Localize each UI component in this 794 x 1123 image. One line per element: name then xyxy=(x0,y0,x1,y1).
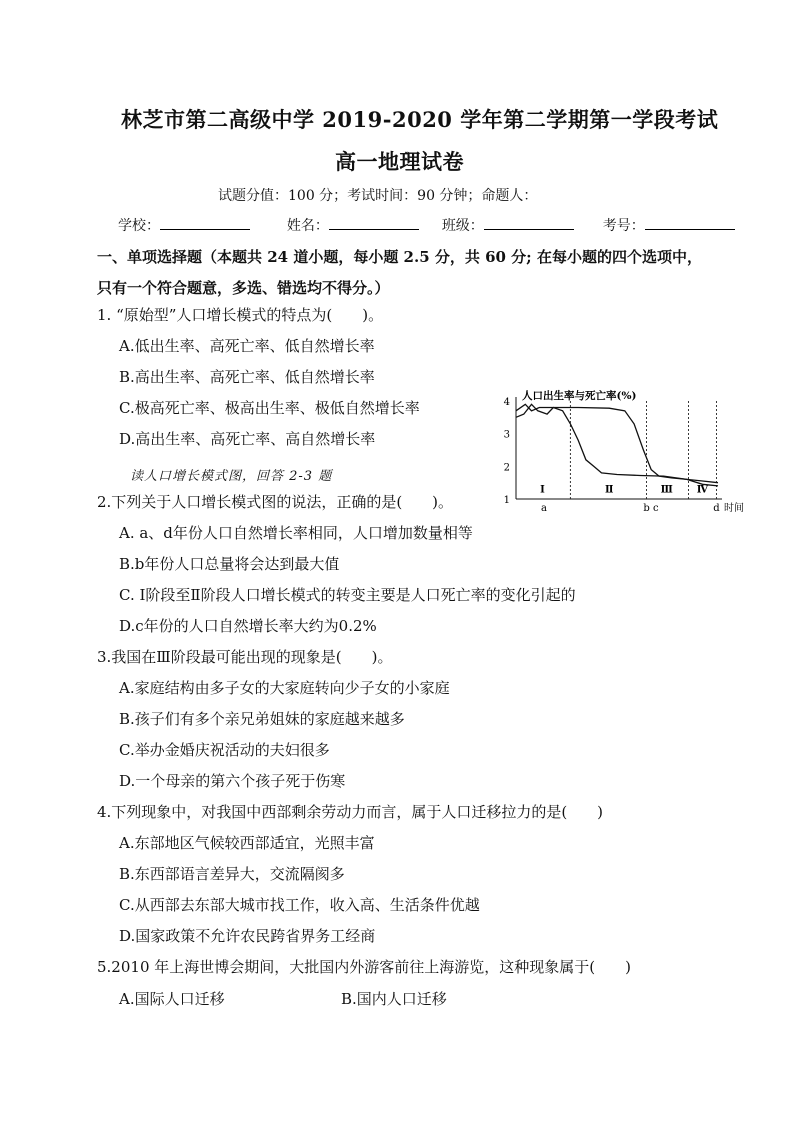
question-3-option-a[interactable]: A.家庭结构由多子女的大家庭转向少子女的小家庭 xyxy=(119,679,450,697)
question-1-stem: 1. “原始型”人口增长模式的特点为( )。 xyxy=(97,306,384,324)
y-tick-label: 3 xyxy=(503,429,510,441)
exam-info: 试题分值：100 分；考试时间：90 分钟；命题人： xyxy=(218,188,538,204)
question-1-option-c[interactable]: C.极高死亡率、极高出生率、极低自然增长率 xyxy=(119,399,420,417)
exam-subtitle: 高一地理试卷 xyxy=(335,149,464,174)
question-3-option-b[interactable]: B.孩子们有多个亲兄弟姐妹的家庭越来越多 xyxy=(119,710,405,728)
question-3-option-c[interactable]: C.举办金婚庆祝活动的夫妇很多 xyxy=(119,741,330,759)
chart-series xyxy=(516,404,718,486)
exam-title: 林芝市第二高级中学 2019-2020 学年第二学期第一学段考试 xyxy=(121,107,719,132)
question-2-option-b[interactable]: B.b年份人口总量将会达到最大值 xyxy=(119,555,340,573)
stage-label: Ⅱ xyxy=(605,484,614,496)
question-3-stem: 3.我国在Ⅲ阶段最可能出现的现象是( )。 xyxy=(97,648,393,666)
question-2-option-a[interactable]: A. a、d年份人口自然增长率相同，人口增加数量相等 xyxy=(119,524,473,542)
name-label: 姓名： xyxy=(286,218,329,234)
x-marker-label: b xyxy=(643,503,650,512)
question-2-option-c[interactable]: C. Ⅰ阶段至Ⅱ阶段人口增长模式的转变主要是人口死亡率的变化引起的 xyxy=(119,586,576,604)
stage-label: Ⅳ xyxy=(696,484,709,496)
y-tick-label: 4 xyxy=(503,397,510,408)
question-5-stem: 5.2010 年上海世博会期间，大批国内外游客前往上海游览，这种现象属于( ) xyxy=(97,958,631,976)
stage-label: Ⅲ xyxy=(660,484,673,496)
stage-labels xyxy=(540,484,709,495)
question-4-option-a[interactable]: A.东部地区气候较西部适宜，光照丰富 xyxy=(119,834,375,852)
stage-label: Ⅰ xyxy=(540,484,545,496)
chart-reading-note: 读人口增长模式图，回答 2-3 题 xyxy=(130,469,333,484)
question-2-stem: 2.下列关于人口增长模式图的说法，正确的是( )。 xyxy=(97,493,454,511)
series-line xyxy=(516,404,718,486)
y-tick-label: 1 xyxy=(503,495,510,506)
question-3-option-d[interactable]: D.一个母亲的第六个孩子死于伤寒 xyxy=(119,772,346,790)
question-2-option-d[interactable]: D.c年份的人口自然增长率大约为0.2% xyxy=(119,617,377,635)
name-blank[interactable] xyxy=(329,215,419,230)
population-growth-chart xyxy=(500,387,750,512)
question-1-option-a[interactable]: A.低出生率、高死亡率、低自然增长率 xyxy=(119,337,375,355)
y-tick-label: 2 xyxy=(503,462,510,474)
question-4-option-b[interactable]: B.东西部语言差异大，交流隔阂多 xyxy=(119,865,345,883)
school-label: 学校： xyxy=(118,218,160,234)
x-marker-label: d xyxy=(713,503,720,512)
class-label: 班级： xyxy=(441,218,484,234)
question-1-option-d[interactable]: D.高出生率、高死亡率、高自然增长率 xyxy=(119,430,376,448)
question-5-option-a[interactable]: A.国际人口迁移 xyxy=(119,990,225,1008)
x-axis-label: 时间 xyxy=(724,503,744,512)
number-label: 考号： xyxy=(602,218,645,234)
x-marker-label: c xyxy=(653,503,659,512)
section1-line1: 一、单项选择题（本题共 24 道小题，每小题 2.5 分，共 60 分; 在每小题的四个选项中， xyxy=(97,248,702,266)
x-markers xyxy=(541,503,720,512)
question-4-option-c[interactable]: C.从西部去东部大城市找工作，收入高、生活条件优越 xyxy=(119,896,480,914)
x-marker-label: a xyxy=(540,503,547,512)
section1-line2: 只有一个符合题意，多选、错选均不得分。） xyxy=(97,279,390,297)
student-info-row xyxy=(118,215,735,235)
chart-y-ticks xyxy=(504,397,510,506)
question-5-option-b[interactable]: B.国内人口迁移 xyxy=(341,990,447,1008)
class-blank[interactable] xyxy=(484,215,574,230)
series-line xyxy=(516,404,718,482)
question-4-option-d[interactable]: D.国家政策不允许农民跨省界务工经商 xyxy=(119,927,376,945)
question-1-option-b[interactable]: B.高出生率、高死亡率、低自然增长率 xyxy=(119,368,375,386)
question-4-stem: 4.下列现象中，对我国中西部剩余劳动力而言，属于人口迁移拉力的是( ) xyxy=(97,803,604,821)
chart-axes xyxy=(516,397,722,499)
school-blank[interactable] xyxy=(160,215,250,230)
chart-title: 人口出生率与死亡率(%) xyxy=(522,390,637,402)
number-blank[interactable] xyxy=(645,215,735,230)
